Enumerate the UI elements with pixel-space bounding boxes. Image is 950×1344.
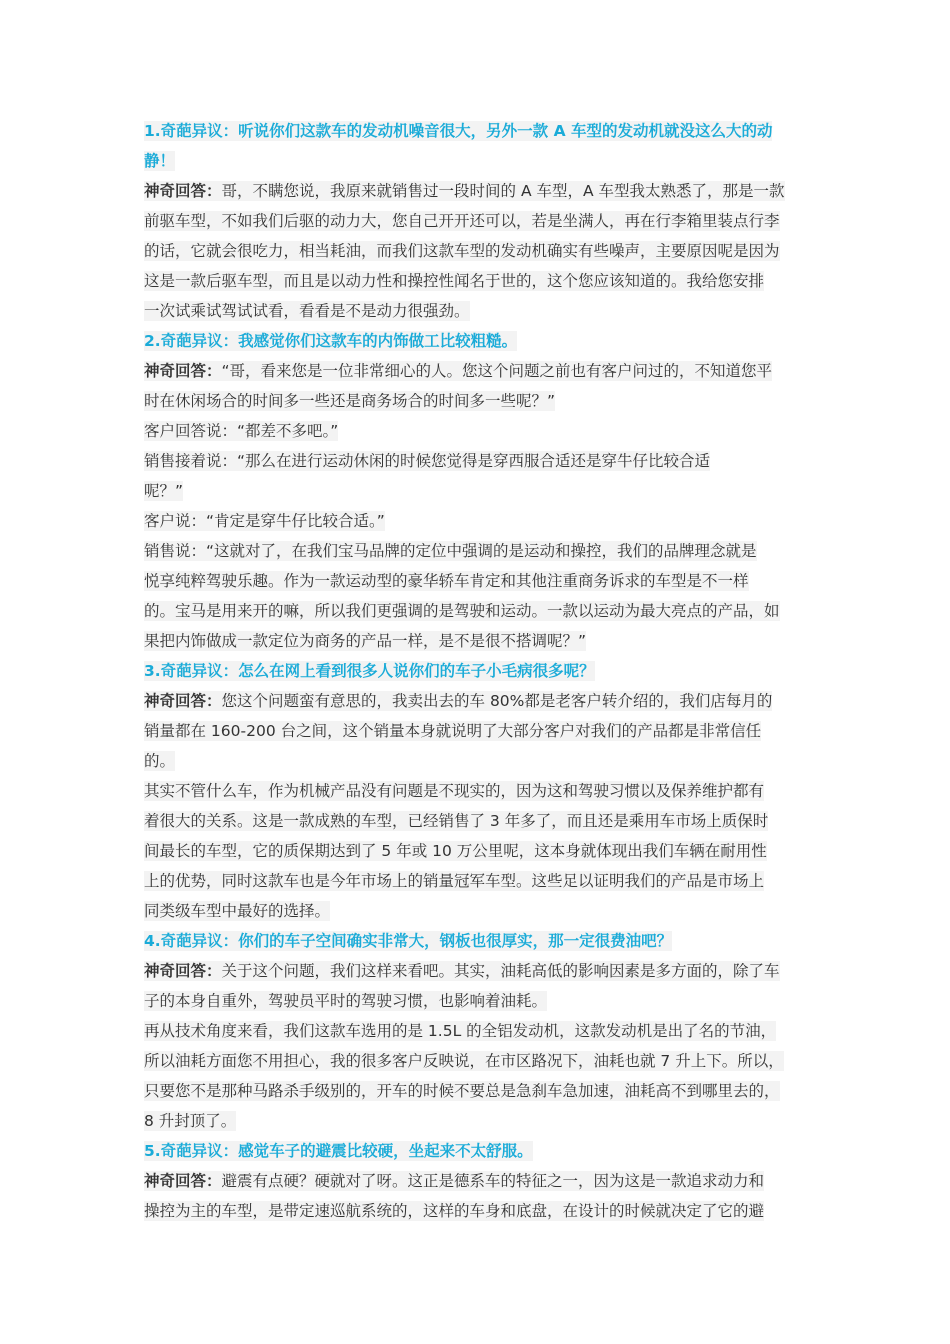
answer-line: 子的本身自重外，驾驶员平时的驾驶习惯，也影响着油耗。: [144, 992, 548, 1010]
answer-line: 再从技术角度来看，我们这款车选用的是 1.5L 的全铝发动机，这款发动机是出了名的节油，: [144, 1022, 777, 1040]
section-5: [144, 1136, 824, 1226]
section-4: [144, 926, 824, 1136]
answer-line: 上的优势，同时这款车也是今年市场上的销量冠军车型。这些足以证明我们的产品是市场上: [144, 872, 765, 890]
answer-line: 神奇回答：哥，不瞒您说，我原来就销售过一段时间的 A 车型，A 车型我太熟悉了，那是一款: [144, 182, 785, 200]
answer-line: 神奇回答：您这个问题蛮有意思的，我卖出去的车 80%都是老客户转介绍的，我们店每月的: [144, 692, 773, 710]
answer-line: 时在休闲场合的时间多一些还是商务场合的时间多一些呢？”: [144, 392, 556, 410]
answer-line: 同类级车型中最好的选择。: [144, 902, 331, 920]
answer-line: 其实不管什么车，作为机械产品没有问题是不现实的，因为这和驾驶习惯以及保养维护都有: [144, 782, 765, 800]
section-heading: 5.奇葩异议：感觉车子的避震比较硬，坐起来不太舒服。: [144, 1142, 533, 1160]
section-heading: 2.奇葩异议：我感觉你们这款车的内饰做工比较粗糙。: [144, 332, 518, 350]
section-heading: 1.奇葩异议：听说你们这款车的发动机噪音很大，另外一款 A 车型的发动机就没这么大的动: [144, 122, 773, 140]
answer-line: 销售说：“这就对了，在我们宝马品牌的定位中强调的是运动和操控，我们的品牌理念就是: [144, 542, 757, 560]
answer-line: 销售接着说：“那么在进行运动休闲的时候您觉得是穿西服合适还是穿牛仔比较合适: [144, 452, 711, 470]
answer-line: 8 升封顶了。: [144, 1112, 237, 1130]
section-heading-cont: 静！: [144, 152, 176, 170]
answer-line: 神奇回答：关于这个问题，我们这样来看吧。其实，油耗高低的影响因素是多方面的，除了车: [144, 962, 780, 980]
answer-line: 神奇回答：“哥，看来您是一位非常细心的人。您这个问题之前也有客户问过的，不知道您平: [144, 362, 773, 380]
answer-line: 前驱车型，不如我们后驱的动力大，您自己开开还可以，若是坐满人，再在行李箱里装点行李: [144, 212, 780, 230]
answer-line: 的。宝马是用来开的嘛，所以我们更强调的是驾驶和运动。一款以运动为最大亮点的产品，如: [144, 602, 780, 620]
answer-line: 神奇回答：避震有点硬？硬就对了呀。这正是德系车的特征之一，因为这是一款追求动力和: [144, 1172, 765, 1190]
section-heading: 4.奇葩异议：你们的车子空间确实非常大，钢板也很厚实，那一定很费油吧？: [144, 932, 673, 950]
answer-line: 的。: [144, 752, 176, 770]
answer-label: 神奇回答：: [144, 692, 222, 710]
section-2: [144, 326, 824, 656]
section-3: [144, 656, 824, 926]
answer-line: 客户回答说：“都差不多吧。”: [144, 422, 339, 440]
answer-line: 操控为主的车型，是带定速巡航系统的，这样的车身和底盘，在设计的时候就决定了它的避: [144, 1202, 765, 1220]
answer-line: 客户说：“肯定是穿牛仔比较合适。”: [144, 512, 385, 530]
answer-line: 这是一款后驱车型，而且是以动力性和操控性闻名于世的，这个您应该知道的。我给您安排: [144, 272, 765, 290]
answer-line: 的话，它就会很吃力，相当耗油，而我们这款车型的发动机确实有些噪声，主要原因呢是因为: [144, 242, 780, 260]
answer-line: 间最长的车型，它的质保期达到了 5 年或 10 万公里呢，这本身就体现出我们车辆在耐用性: [144, 842, 767, 860]
section-heading: 3.奇葩异议：怎么在网上看到很多人说你们的车子小毛病很多呢？: [144, 662, 595, 680]
answer-line: 所以油耗方面您不用担心，我的很多客户反映说，在市区路况下，油耗也就 7 升上下。所以，: [144, 1052, 784, 1070]
answer-label: 神奇回答：: [144, 1172, 222, 1190]
answer-label: 神奇回答：: [144, 362, 222, 380]
answer-line: 悦享纯粹驾驶乐趣。作为一款运动型的豪华轿车肯定和其他注重商务诉求的车型是不一样: [144, 572, 749, 590]
answer-label: 神奇回答：: [144, 182, 222, 200]
document-content: [144, 116, 824, 1226]
answer-line: 销量都在 160-200 台之间，这个销量本身就说明了大部分客户对我们的产品都是非常信任: [144, 722, 762, 740]
answer-line: 着很大的关系。这是一款成熟的车型，已经销售了 3 年多了，而且还是乘用车市场上质保时: [144, 812, 769, 830]
answer-label: 神奇回答：: [144, 962, 222, 980]
answer-line: 一次试乘试驾试试看，看看是不是动力很强劲。: [144, 302, 470, 320]
answer-line: 果把内饰做成一款定位为商务的产品一样，是不是很不搭调呢？”: [144, 632, 587, 650]
answer-line: 呢？”: [144, 482, 184, 500]
section-1: [144, 116, 824, 326]
answer-line: 只要您不是那种马路杀手级别的，开车的时候不要总是急刹车急加速，油耗高不到哪里去的，: [144, 1082, 780, 1100]
